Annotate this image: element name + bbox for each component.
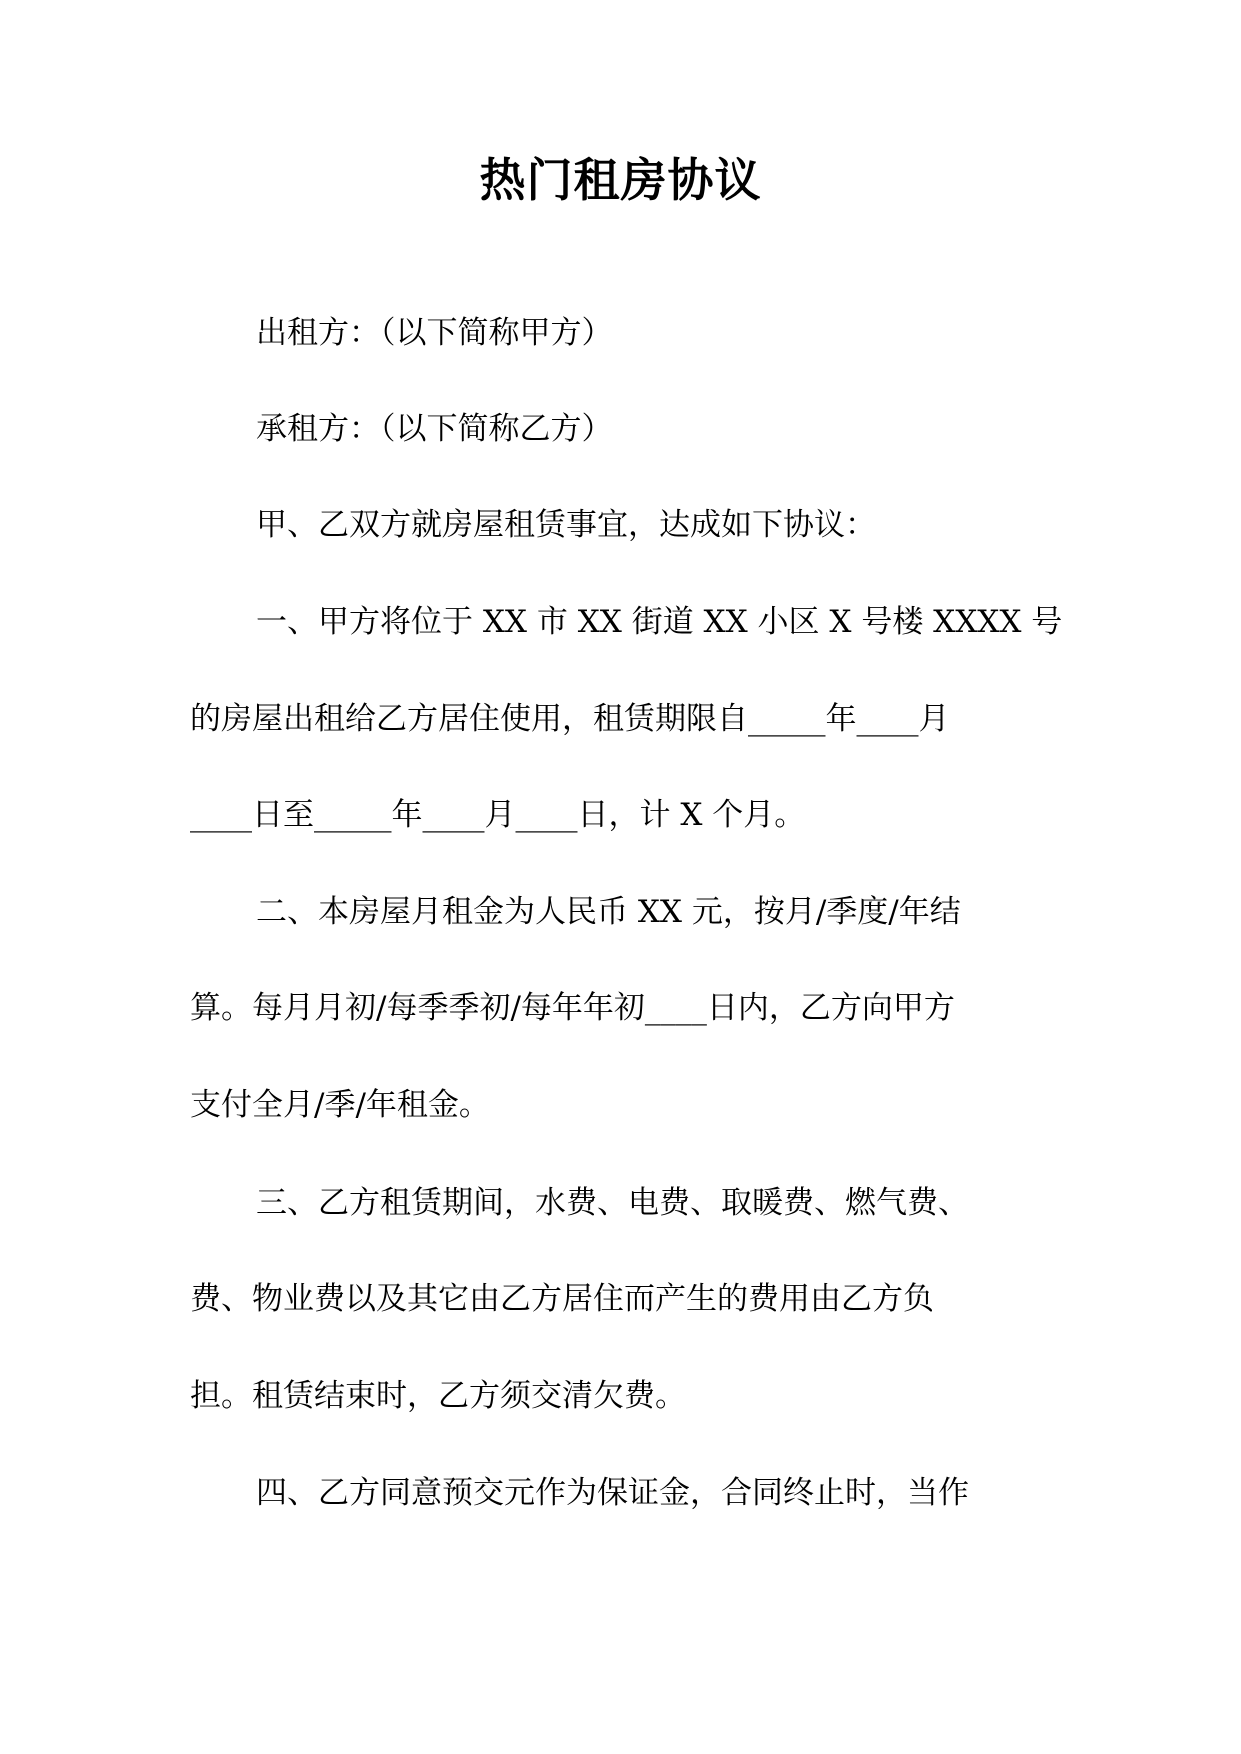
clause-2-line-3: 支付全月/季/年租金。 (190, 1087, 490, 1123)
clause-2-line-1: 二、本房屋月租金为人民币 XX 元，按月/季度/年结 (256, 894, 961, 930)
clause-3-line-2: 费、物业费以及其它由乙方居住而产生的费用由乙方负 (190, 1281, 934, 1317)
agreement-intro-line: 甲、乙双方就房屋租赁事宜，达成如下协议： (256, 507, 876, 543)
lessee-line: 承租方：（以下简称乙方） (256, 411, 613, 447)
clause-1-line-1: 一、甲方将位于 XX 市 XX 街道 XX 小区 X 号楼 XXXX 号 (256, 604, 1063, 640)
lessor-line: 出租方：（以下简称甲方） (256, 315, 613, 351)
clause-2-line-2: 算。每月月初/每季季初/每年年初____日内，乙方向甲方 (190, 990, 955, 1026)
clause-3-line-3: 担。租赁结束时，乙方须交清欠费。 (190, 1378, 686, 1414)
clause-3-line-1: 三、乙方租赁期间，水费、电费、取暖费、燃气费、 (256, 1185, 969, 1221)
clause-1-line-3: ____日至_____年____月____日，计 X 个月。 (190, 797, 806, 833)
document-title: 热门租房协议 (479, 153, 762, 207)
clause-4-line-1: 四、乙方同意预交元作为保证金，合同终止时，当作 (256, 1475, 969, 1511)
clause-1-line-2: 的房屋出租给乙方居住使用，租赁期限自_____年____月 (190, 701, 950, 737)
